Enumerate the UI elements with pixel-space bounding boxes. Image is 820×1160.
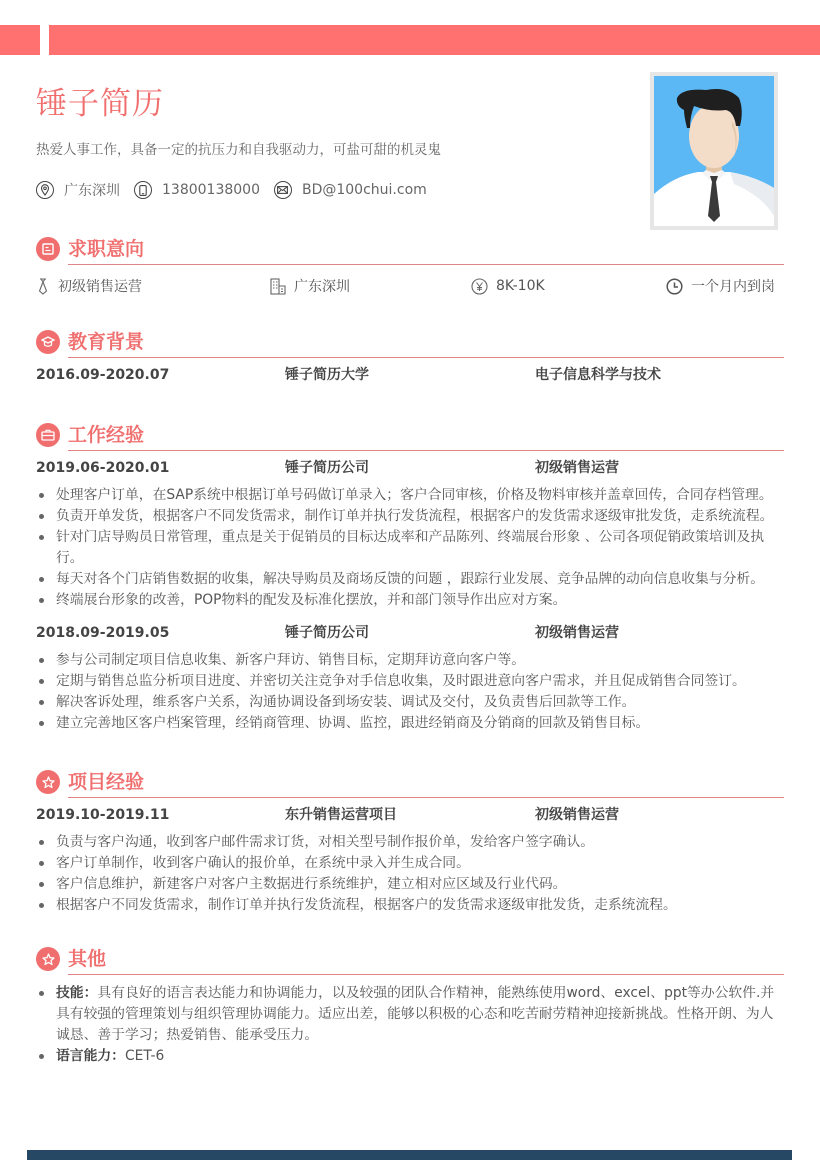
contact-location-text: 广东深圳 xyxy=(64,183,120,199)
list-item: 根据客户不同发货需求，制作订单并执行发货流程，根据客户的发货需求逐级审批发货，走系统流程。 xyxy=(36,895,784,916)
section-job-intent xyxy=(36,233,784,299)
language-label: 语言能力： xyxy=(56,1048,125,1064)
contact-location xyxy=(36,180,120,200)
entry-date: 2018.09-2019.05 xyxy=(36,625,170,641)
section-education xyxy=(36,326,784,386)
star-icon xyxy=(36,947,60,971)
list-item: 处理客户订单，在SAP系统中根据订单号码做订单录入；客户合同审核，价格及物料审核并盖章回传，合同存档管理。 xyxy=(36,485,784,506)
briefcase-icon xyxy=(36,423,60,447)
section-work-experience xyxy=(36,419,784,734)
motto: 热爱人事工作，具备一定的抗压力和自我驱动力，可盐可甜的机灵鬼 xyxy=(36,142,441,158)
entry-company: 锤子简历公司 xyxy=(285,625,369,641)
section-divider xyxy=(68,450,784,452)
top-accent-bar-left xyxy=(0,25,40,55)
work-bullets xyxy=(36,485,784,611)
entry-date: 2016.09-2020.07 xyxy=(36,367,170,383)
section-projects xyxy=(36,766,784,916)
list-item-language xyxy=(36,1046,784,1067)
entry-major: 电子信息科学与技术 xyxy=(535,367,661,383)
education-entry xyxy=(36,364,784,386)
resume-icon xyxy=(36,237,60,261)
section-other xyxy=(36,943,784,1067)
entry-company: 锤子简历公司 xyxy=(285,460,369,476)
entry-role: 初级销售运营 xyxy=(535,625,619,641)
resume-name: 锤子简历 xyxy=(36,86,164,122)
entry-project: 东升销售运营项目 xyxy=(285,807,397,823)
list-item: 客户订单制作，收到客户确认的报价单，在系统中录入并生成合同。 xyxy=(36,853,784,874)
list-item: 参与公司制定项目信息收集、新客户拜访、销售目标，定期拜访意向客户等。 xyxy=(36,650,784,671)
list-item: 定期与销售总监分析项目进度、并密切关注竞争对手信息收集，及时跟进意向客户需求，并且促成销售合同签订。 xyxy=(36,671,784,692)
entry-date: 2019.10-2019.11 xyxy=(36,807,170,823)
intent-city: 广东深圳 xyxy=(270,276,471,296)
section-title: 工作经验 xyxy=(68,424,145,446)
entry-role: 初级销售运营 xyxy=(535,807,619,823)
section-title: 求职意向 xyxy=(68,238,145,260)
language-text: CET-6 xyxy=(124,1048,165,1064)
phone-icon xyxy=(134,181,152,199)
top-accent-bar xyxy=(49,25,820,55)
yen-icon xyxy=(471,278,488,295)
list-item: 负责与客户沟通，收到客户邮件需求订货，对相关型号制作报价单，发给客户签字确认。 xyxy=(36,832,784,853)
contact-email-text: BD@100chui.com xyxy=(301,182,427,198)
avatar-illustration xyxy=(654,76,774,226)
contact-phone xyxy=(134,181,260,199)
work-entry-header xyxy=(36,622,784,644)
list-item: 每天对各个门店销售数据的收集，解决导购员及商场反馈的问题 ，跟踪行业发展、竞争品牌的动向信息收集与分析。 xyxy=(36,569,784,590)
building-icon xyxy=(270,278,286,295)
project-bullets xyxy=(36,832,784,916)
intent-salary: 8K-10K xyxy=(471,278,666,295)
list-item: 客户信息维护，新建客户对客户主数据进行系统维护，建立相对应区域及行业代码。 xyxy=(36,874,784,895)
intent-row xyxy=(36,273,784,299)
location-icon xyxy=(36,181,54,199)
contact-phone-text: 13800138000 xyxy=(162,182,260,198)
contact-row xyxy=(36,180,441,200)
profile-photo xyxy=(650,72,778,230)
entry-school: 锤子简历大学 xyxy=(285,367,369,383)
section-title: 教育背景 xyxy=(68,331,145,353)
section-title: 项目经验 xyxy=(68,771,145,793)
section-divider xyxy=(68,797,784,799)
work-bullets xyxy=(36,650,784,734)
entry-role: 初级销售运营 xyxy=(535,460,619,476)
section-divider xyxy=(68,974,784,976)
work-entry-header xyxy=(36,457,784,479)
list-item: 建立完善地区客户档案管理，经销商管理、协调、监控，跟进经销商及分销商的回款及销售目标。 xyxy=(36,713,784,734)
footer-bar xyxy=(27,1150,792,1160)
clock-icon xyxy=(666,278,683,295)
contact-email xyxy=(274,181,427,199)
star-icon xyxy=(36,770,60,794)
section-divider xyxy=(68,264,784,266)
project-entry-header xyxy=(36,804,784,826)
intent-availability: 一个月内到岗 xyxy=(666,276,775,296)
list-item: 终端展台形象的改善，POP物料的配发及标准化摆放，并和部门领导作出应对方案。 xyxy=(36,590,784,611)
skills-text: 具有良好的语言表达能力和协调能力，以及较强的团队合作精神，能熟练使用word、excel、ppt等办公软件.并具有较强的管理策划与组织管理协调能力。适应出差，能够以积极的心态和吃苦耐劳精神迎接新挑战。性格开朗、为人诚恳、善于学习；热爱销售、能承受压力。 xyxy=(56,985,775,1043)
graduation-cap-icon xyxy=(36,330,60,354)
section-title: 其他 xyxy=(68,948,107,970)
section-divider xyxy=(68,357,784,359)
tie-icon xyxy=(36,278,50,295)
list-item: 负责开单发货，根据客户不同发货需求，制作订单并执行发货流程，根据客户的发货需求逐级审批发货，走系统流程。 xyxy=(36,506,784,527)
mail-icon xyxy=(274,181,292,199)
intent-position: 初级销售运营 xyxy=(36,276,270,296)
entry-date: 2019.06-2020.01 xyxy=(36,460,170,476)
skills-label: 技能： xyxy=(56,985,98,1001)
other-bullets xyxy=(36,983,784,1067)
list-item: 解决客诉处理，维系客户关系，沟通协调设备到场安装、调试及交付，及负责售后回款等工作。 xyxy=(36,692,784,713)
list-item: 针对门店导购员日常管理，重点是关于促销员的目标达成率和产品陈列、终端展台形象 、公司各项促销政策培训及执行。 xyxy=(36,527,784,569)
list-item-skills xyxy=(36,983,784,1046)
